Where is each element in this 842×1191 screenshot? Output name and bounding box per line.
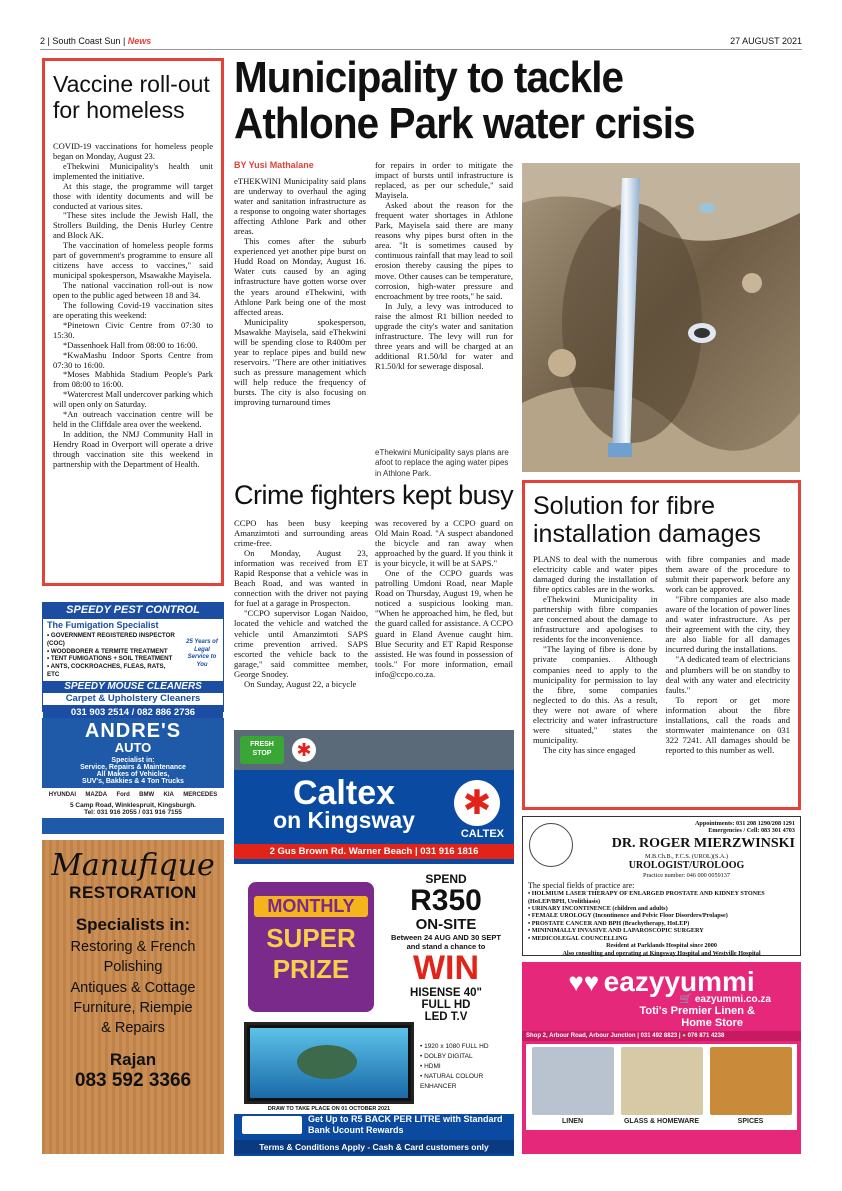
andre-brand-logos	[42, 788, 224, 802]
ad-speedy-pest	[42, 602, 224, 718]
category-label: SPICES	[737, 1118, 764, 1125]
caltex-amount: R350	[410, 884, 482, 917]
paragraph: PLANS to deal with the numerous electricity cable and water pipes damaged during the installation of fibre optics cables are in the works.	[533, 554, 658, 595]
caltex-draw-date: DRAW TO TAKE PLACE ON 01 OCTOBER 2021	[267, 1106, 391, 1112]
manu-service-line: Polishing	[103, 959, 163, 976]
paragraph: "Fibre companies are also made aware of the location of power lines and water infrastructure. As per their agreement with the city, they are also liable for all damages incurred during the installations.	[665, 594, 790, 655]
eazy-category	[620, 1047, 704, 1127]
crime-headline: Crime fighters kept busy	[234, 480, 514, 510]
paragraph: with fibre companies and made them aware of the procedure to submit their paperwork before any work can be approved.	[665, 554, 790, 595]
paragraph: *Watercrest Mall undercover parking which will open only on Saturday.	[53, 389, 213, 410]
car-brand-logo: MAZDA	[85, 792, 108, 798]
paragraph: "The laying of fibre is done by private companies. Although companies need to apply to the municipality for permission to lay the fibre, some companies neglected to do this. As a result, they were not aware of where electricity and water infrastructure were situated," states the municipality.	[533, 644, 658, 745]
page-header: 2 | South Coast Sun | News 27 AUGUST 2021	[40, 36, 802, 50]
paragraph: The national vaccination roll-out is now open to the public aged between 18 and 34.	[53, 280, 213, 300]
andre-auto: AUTO	[114, 740, 152, 755]
prize-prize: PRIZE	[272, 954, 350, 984]
paragraph: In July, a levy was introduced to raise the almost R1 billion needed to upgrade the city's water and sanitation infrastructure. The levy will run for three years and will be charged at an additional R1.50/kl for water and R1.50/kl for sewerage disposal.	[375, 300, 513, 371]
andre-line2: All Makes of Vehicles,	[96, 771, 170, 778]
vaccine-article	[42, 58, 224, 586]
page-number: 2	[40, 36, 46, 46]
manu-service-line: & Repairs	[101, 1020, 165, 1037]
category-image	[621, 1047, 703, 1115]
eazy-address-bar	[522, 1031, 801, 1041]
caltex-tv3: LED T.V	[424, 1010, 468, 1023]
cart-icon: 🛒	[679, 994, 693, 1005]
prize-burst	[248, 882, 374, 1012]
prize-super: SUPER	[266, 923, 356, 953]
doctor-title: UROLOGIST/UROLOOG	[628, 860, 745, 872]
doctor-resident: Resident at Parklands Hospital since 2000	[606, 942, 717, 950]
eazy-tagline1: Toti's Premier Linen &	[639, 1005, 755, 1017]
manu-name: Rajan	[109, 1050, 157, 1070]
pest-services	[43, 632, 183, 679]
caltex-between: Between 24 AUG AND 30 SEPT and stand a chance to	[391, 933, 501, 951]
eazy-heart-icon: ♥♥	[568, 967, 600, 997]
paragraph: Municipality spokesperson, Msawakhe Mayisela, said eThekwini will be spending close to R400m per year to replace pipes and build new reservoirs. "There are other initiatives such as pressure management which will help reduce the frequency of bursts. The city is also focusing on improving turnaround times	[234, 316, 366, 408]
caltex-address: 2 Gus Brown Rd. Warner Beach | 031 916 1816	[234, 844, 514, 859]
caltex-win: WIN	[412, 949, 480, 987]
caltex-tv-features	[420, 1042, 512, 1092]
manu-service-line: Antiques & Cottage	[70, 979, 196, 996]
paper-name: South Coast Sun	[52, 36, 121, 46]
doctor-service-item: • URINARY INCONTINENCE (children and adults)	[528, 905, 668, 913]
tv-feature: • DOLBY DIGITAL	[420, 1053, 473, 1061]
pest-subtitle: The Fumigation Specialist	[47, 619, 159, 630]
eazy-category	[531, 1047, 615, 1127]
water-col2	[375, 160, 513, 440]
paragraph: "These sites include the Jewish Hall, the Strollers Building, the Denis Hurley Centre and Block AK.	[53, 210, 213, 241]
paragraph: In addition, the NMJ Community Hall in Hendry Road in Overport will operate a drive through vaccination site this weekend in partnership with the Department of Health.	[53, 429, 213, 469]
paragraph: *KwaMashu Indoor Sports Centre from 07:30 to 16:00.	[53, 349, 213, 370]
manu-phone: 083 592 3366	[74, 1070, 192, 1092]
doctor-special: The special fields of practice are:	[528, 880, 635, 890]
caltex-kingsway: on Kingsway	[273, 807, 415, 833]
doctor-service-item: • FEMALE UROLOGY (Incontinence and Pelvic Floor Disorders/Prolapse)	[528, 912, 728, 920]
pest-cleaners: SPEEDY MOUSE CLEANERS	[43, 681, 223, 694]
tv-feature: • 1920 x 1080 FULL HD	[420, 1043, 489, 1050]
vaccine-body	[53, 142, 213, 470]
pest-title: SPEEDY PEST CONTROL	[43, 603, 223, 619]
water-caption: eThekwini Municipality says plans are afoot to replace the aging water pipes in Athlone Park.	[375, 448, 509, 478]
doctor-services	[528, 890, 795, 942]
paragraph: One of the CCPO guards was patrolling Umdoni Road, near Maple Road on Thursday, August 19, when he noticed a suspicious looking man. "When he approached him, he fled, but the guard called for assistance. A CCPO guard in Eland Avenue caught him. Blue Security and ET Rapid Response assisted. He was found in possession of tools." For more information, email info@ccpo.co.za.	[375, 568, 513, 679]
fibre-col2	[666, 554, 791, 755]
ad-eazy-yummi	[522, 962, 801, 1154]
ad-manufique	[42, 840, 224, 1154]
paragraph: eTHEKWINI Municipality said plans are underway to overhaul the aging water and sanitation infrastructure as a response to ongoing water shortages affecting Athlone Park and other areas.	[234, 176, 366, 237]
fibre-col1	[533, 554, 658, 755]
doctor-service-item: • MININIMALLY INVASIVE AND LAPAROSCOPIC SURGERY	[528, 927, 704, 935]
category-image	[710, 1047, 792, 1115]
caltex-title: Caltex	[292, 774, 396, 812]
ucount-logo	[242, 1116, 302, 1134]
whatsapp-icon: ●	[682, 1033, 686, 1039]
caltex-star-logo: ✱	[454, 780, 500, 826]
paragraph: The vaccination of homeless people forms part of government's programme to ensure all citizens have access to vaccines," said municipal spokesperson, Msawakhe Mayisela.	[53, 240, 213, 281]
water-byline: BY Yusi Mathalane	[234, 160, 314, 170]
tv-feature: • NATURAL COLOUR ENHANCER	[420, 1073, 484, 1091]
caltex-terms: Terms & Conditions Apply - Cash & Card customers only	[234, 1140, 514, 1154]
paragraph: To report or get more information about the fibre installations, call the roads and stormwater maintenance on 031 322 7241. All damages should be reported to this number as well.	[665, 694, 790, 755]
paragraph: *Moses Mabhida Stadium People's Park from 08:00 to 16:00.	[53, 369, 213, 390]
prize-monthly: MONTHLY	[254, 896, 368, 917]
andre-line1: Service, Repairs & Maintenance	[80, 764, 186, 771]
doctor-emergencies: Emergencies / Cell: 083 301 4703	[708, 827, 795, 835]
andre-address: 5 Camp Road, Winklespruit, Kingsburgh.	[42, 802, 224, 809]
caltex-promo-panel	[234, 864, 514, 1114]
car-brand-logo: KIA	[163, 792, 174, 798]
paragraph: eThekwini Municipality in partnership with fibre companies are concerned about the damage to infrastructure and apologises to residents for the inconvenience.	[533, 594, 658, 645]
page-date: 27 AUGUST 2021	[730, 36, 802, 46]
doctor-appointments: Appointments: 031 208 1290/208 1291	[694, 820, 795, 827]
paragraph: *Pinetown Civic Centre from 07:30 to 15:30.	[53, 319, 213, 340]
crime-col2	[375, 518, 513, 718]
ad-urologist	[522, 816, 801, 956]
caltex-top-strip	[234, 730, 514, 770]
car-brand-logo: HYUNDAI	[48, 792, 77, 798]
pest-carpet: Carpet & Upholstery Cleaners	[43, 693, 223, 706]
vaccine-headline: Vaccine roll-out for homeless	[53, 71, 210, 124]
caltex-rewards: Get Up to R5 BACK PER LITRE with Standard Bank Ucount Rewards	[308, 1114, 503, 1135]
eazy-category	[709, 1047, 793, 1127]
category-label: GLASS & HOMEWARE	[623, 1118, 700, 1125]
category-image	[532, 1047, 614, 1115]
doctor-name: DR. ROGER MIERZWINSKI	[611, 835, 795, 851]
section-name: News	[127, 36, 152, 46]
paragraph: COVID-19 vaccinations for homeless people began on Monday, August 23.	[53, 140, 213, 161]
caltex-tv1: HISENSE 40"	[410, 986, 482, 999]
eazy-address: Shop 2, Arbour Road, Arbour Junction | 031 492 8823 |	[526, 1033, 681, 1039]
eazy-tagline2: Home Store	[681, 1017, 743, 1029]
trench-image	[522, 163, 800, 472]
paragraph: was recovered by a CCPO guard on Old Main Road. "A suspect abandoned the bicycle and ran away when approached by the guard. If you think it is your bicycle, it will be at SAPS."	[375, 518, 513, 569]
paragraph: Asked about the reason for the frequent water shortages in Athlone Park, Mayisela said there are many reasons why pipes burst often in the area. "It is sometimes caused by continuous rainfall that may lead to soil erosion thereby causing the pipes to move. Other causes can be temperature, corrosion, high-water pressure and encroachment by tree roots," he said.	[375, 200, 513, 301]
paragraph: *An outreach vaccination centre will be held in the Cliffdale area over the weekend.	[53, 409, 213, 430]
car-brand-logo: MERCEDES	[183, 792, 218, 798]
paragraph: On Sunday, August 22, a bicycle	[244, 678, 357, 689]
eazy-whatsapp: 076 871 4238	[687, 1033, 725, 1039]
category-label: LINEN	[562, 1118, 583, 1125]
paragraph: CCPO has been busy keeping Amanzimtoti and surrounding areas crime-free.	[234, 518, 368, 549]
pest-service-item: • TENT FUMIGATIONS + SOIL TREATMENT	[47, 655, 173, 663]
andre-specialist: Specialist in:	[111, 757, 155, 764]
ad-caltex	[234, 730, 514, 1156]
andre-tel: Tel: 031 916 2055 / 031 916 7155	[42, 809, 224, 818]
fibre-headline: Solution for fibre installation damages	[533, 492, 761, 548]
car-brand-logo: Ford	[116, 792, 130, 798]
manu-spec: Specialists in:	[75, 915, 191, 934]
freshstop-logo: FRESH STOP	[240, 736, 284, 764]
paragraph: for repairs in order to mitigate the impact of bursts until infrastructure is replaced, as per our schedule," said Mayisela.	[375, 160, 513, 201]
paragraph: This comes after the suburb experienced yet another pipe burst on Hudd Road on Monday, August 16. Water cuts caused by an aging infrastructure have gotten worse over the years around eThekwini, with Athlone Park being one of the most affected areas.	[234, 236, 366, 317]
turtle-shape	[297, 1045, 357, 1079]
caltex-tv2: FULL HD	[421, 998, 471, 1011]
paragraph: At this stage, the programme will target those with identity documents and will be conducted at various sites.	[53, 180, 213, 211]
manu-services	[42, 937, 224, 1038]
paragraph: *Dassenhoek Hall from 08:00 to 16:00.	[63, 339, 198, 350]
doctor-also: Also consulting and operating at Kingsway Hospital and Westville Hospital	[562, 949, 761, 957]
water-pipe-photo	[522, 163, 800, 472]
pest-phone: 031 903 2514 / 082 886 2736	[43, 706, 223, 720]
doctor-quals: M.B.Ch.B., F.C.S. (UROL)(S.A.)	[644, 852, 729, 860]
doctor-service-item: • HOLMIUM LASER THERAPY OF ENLARGED PROSTATE AND KIDNEY STONES (HoLEP/BPH, Urolithiasis)	[528, 890, 765, 905]
doctor-crest-icon	[529, 823, 573, 867]
manu-title: RESTORATION	[69, 883, 197, 902]
paragraph: "A dedicated team of electricians and plumbers will be on standby to deal with any water and electricity faults."	[665, 654, 790, 695]
manu-service-line: Furniture, Riempie	[73, 999, 193, 1016]
car-brand-logo: BMW	[139, 792, 155, 798]
andre-title: ANDRE'S	[84, 720, 182, 742]
manu-script: Manufique	[51, 848, 215, 883]
pest-service-item: • WOODBORER & TERMITE TREATMENT	[47, 647, 168, 655]
paragraph: "CCPO supervisor Logan Naidoo, located the vehicle and watched the vehicle until Amanzimtoti SAPS crime prevention arrived. SAPS escorted the vehicle back to the garage," said committee member, George Snodey.	[234, 608, 368, 679]
fibre-article	[522, 480, 801, 810]
caltex-onsite: ON-SITE	[415, 916, 477, 933]
pest-service-item: • GOVERNMENT REGISTERED INSPECTOR (COC)	[47, 632, 175, 647]
tv-image	[244, 1022, 414, 1104]
pest-years: 25 Years of Legal Service to You	[186, 639, 218, 668]
paragraph: The city has since engaged	[543, 744, 636, 755]
andre-line3: SUV's, Bakkies & 4 Ton Trucks	[82, 778, 184, 785]
caltex-star-small: ✱	[292, 738, 316, 762]
water-col1	[234, 176, 366, 476]
doctor-service-item: • MEDICOLEGAL COUNCELLING	[528, 934, 628, 942]
paragraph: eThekwini Municipality's health unit implemented the initiative.	[53, 160, 213, 181]
eazy-web: eazyummi.co.za	[694, 994, 771, 1005]
caltex-brand: CALTEX	[460, 828, 504, 840]
doctor-practice: Practice number: 046 000 0059137	[643, 872, 730, 880]
ad-andres-auto	[42, 718, 224, 834]
paragraph: On Monday, August 23, information was received from ET Rapid Response that a vehicle was in Beach Road, and was wanted in connection with the driver not paying for fuel at a garage in Prospecton.	[234, 548, 368, 609]
doctor-service-item: • PROSTATE CANCER AND BPH (Brachytherapy, HoLEP)	[528, 919, 690, 927]
eazy-logo-1: eazy	[603, 966, 665, 997]
paragraph: The following Covid-19 vaccination sites are operating this weekend:	[53, 299, 213, 320]
pest-service-item: • ANTS, COCKROACHES, FLEAS, RATS, ETC	[47, 663, 166, 678]
water-headline: Municipality to tackle Athlone Park water crisis	[234, 53, 695, 149]
crime-col1	[234, 518, 368, 718]
eazy-categories	[526, 1044, 797, 1130]
eazy-logo-2: yummi	[664, 966, 755, 997]
manu-service-line: Restoring & French	[70, 939, 196, 955]
caltex-spend: SPEND	[425, 872, 467, 886]
tv-feature: • HDMI	[420, 1063, 441, 1071]
